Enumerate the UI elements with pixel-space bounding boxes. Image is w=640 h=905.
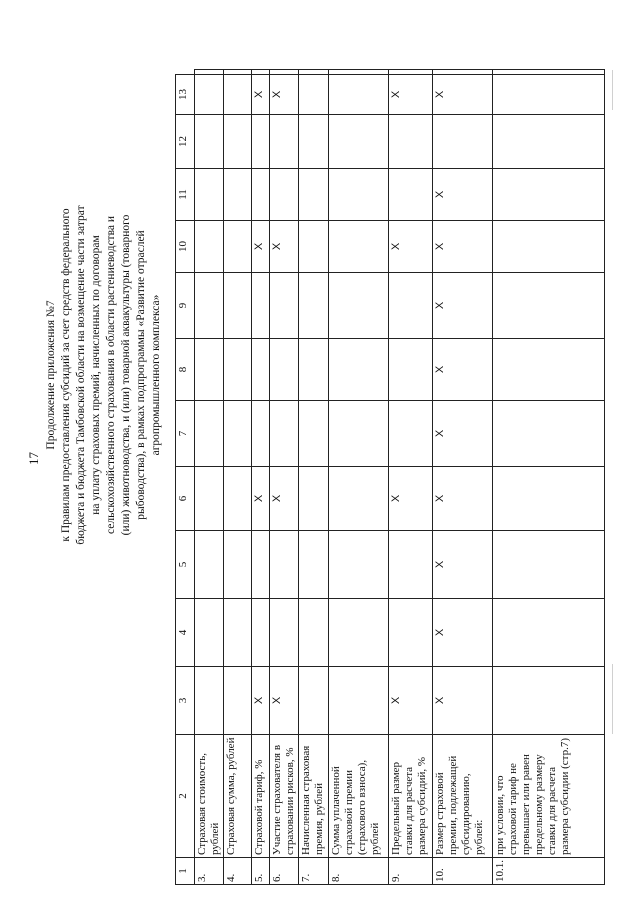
table-row xyxy=(389,70,433,885)
table-cell xyxy=(329,667,389,735)
table-row xyxy=(252,70,270,885)
table-cell xyxy=(252,70,270,75)
table-cell xyxy=(389,339,433,401)
table-cell: X xyxy=(433,221,493,273)
table-cell xyxy=(195,467,224,531)
row-number: 10. xyxy=(433,858,493,885)
table-cell xyxy=(493,221,605,273)
table-cell xyxy=(299,339,329,401)
column-number: 12 xyxy=(176,115,195,169)
table-cell xyxy=(493,667,605,735)
table-cell xyxy=(299,531,329,599)
row-label: Страховая стоимость, рублей xyxy=(195,735,224,858)
table-cell xyxy=(299,401,329,467)
table-cell xyxy=(252,169,270,221)
table-cell xyxy=(493,273,605,339)
row-number: 10.1. xyxy=(493,858,605,885)
table-cell xyxy=(195,70,224,75)
table-cell xyxy=(389,531,433,599)
table-cell xyxy=(493,401,605,467)
row-label: Размер страховой премии, подлежащей субсидированию, рублей: xyxy=(433,735,493,858)
table-cell xyxy=(270,339,299,401)
row-number: 5. xyxy=(252,858,270,885)
table-cell xyxy=(299,70,329,75)
table-cell: X xyxy=(389,467,433,531)
table-cell: X xyxy=(433,169,493,221)
table-row xyxy=(270,70,299,885)
table-cell xyxy=(224,339,252,401)
table-cell: X xyxy=(433,467,493,531)
table-cell xyxy=(433,115,493,169)
table-cell xyxy=(252,339,270,401)
row-label: Участие страхователя в страховании рисков, % xyxy=(270,735,299,858)
table-cell xyxy=(195,221,224,273)
row-number: 4. xyxy=(224,858,252,885)
subsidy-table xyxy=(175,69,605,885)
table-cell xyxy=(224,667,252,735)
table-cell xyxy=(329,599,389,667)
table-cell xyxy=(195,667,224,735)
row-label: при условии, что страховой тариф не превышает или равен предельному размеру ставки для расчета размера субсидии (стр.7) xyxy=(493,735,605,858)
table-cell xyxy=(270,70,299,75)
table-cell xyxy=(270,531,299,599)
table-cell xyxy=(195,401,224,467)
table-cell xyxy=(224,273,252,339)
table-cell xyxy=(195,115,224,169)
header-line: бюджета и бюджета Тамбовской области на возмещение части затрат xyxy=(75,205,87,545)
row-number: 9. xyxy=(389,858,433,885)
table-cell xyxy=(389,169,433,221)
table-cell: X xyxy=(389,667,433,735)
row-label: Начисленная страховая премия, рублей xyxy=(299,735,329,858)
table-cell xyxy=(195,599,224,667)
table-cell xyxy=(389,70,433,75)
table-cell: X xyxy=(252,75,270,115)
table-cell xyxy=(493,531,605,599)
row-number: 8. xyxy=(329,858,389,885)
column-number: 5 xyxy=(176,531,195,599)
table-cell xyxy=(299,667,329,735)
table-cell xyxy=(299,273,329,339)
table-cell: X xyxy=(433,531,493,599)
table-cell: X xyxy=(433,273,493,339)
row-number: 7. xyxy=(299,858,329,885)
header-line: к Правилам предоставления субсидий за счет средств федерального xyxy=(60,208,72,542)
table-cell xyxy=(493,467,605,531)
table-cell xyxy=(224,70,252,75)
table-cell xyxy=(493,599,605,667)
table-cell xyxy=(224,599,252,667)
table-cell xyxy=(224,221,252,273)
header-line: Продолжение приложения №7 xyxy=(45,300,57,450)
table-cell xyxy=(389,401,433,467)
table-cell xyxy=(270,169,299,221)
table-cell xyxy=(329,221,389,273)
column-number: 10 xyxy=(176,221,195,273)
table-cell: X xyxy=(433,75,493,115)
table-cell xyxy=(299,221,329,273)
table-cell xyxy=(329,467,389,531)
header-line: сельскохозяйственного страхования в области растениеводства и xyxy=(105,216,117,534)
table-cell: X xyxy=(433,339,493,401)
table-cell xyxy=(329,273,389,339)
table-cell: X xyxy=(252,221,270,273)
row-label: Страховая сумма, рублей xyxy=(224,735,252,858)
column-number-row xyxy=(176,70,195,885)
table-cell xyxy=(270,401,299,467)
table-cell xyxy=(389,115,433,169)
table-cell xyxy=(195,273,224,339)
page-number: 17 xyxy=(26,452,41,465)
table-cell: X xyxy=(252,667,270,735)
scan-artifact xyxy=(612,664,613,734)
table-cell xyxy=(493,115,605,169)
header-line: рыбоводства), в рамках подпрограммы «Развитие отраслей xyxy=(135,230,147,520)
table-cell xyxy=(195,339,224,401)
table-cell xyxy=(493,339,605,401)
row-label: Сумма уплаченной страховой премии (страхового взноса), рублей xyxy=(329,735,389,858)
table-cell: X xyxy=(270,221,299,273)
table-cell: X xyxy=(433,667,493,735)
table-cell xyxy=(299,75,329,115)
table-cell xyxy=(433,70,493,75)
table-cell xyxy=(224,531,252,599)
appendix-header xyxy=(44,175,164,575)
table-cell xyxy=(252,273,270,339)
column-number: 9 xyxy=(176,273,195,339)
table-cell xyxy=(252,599,270,667)
table-row xyxy=(493,70,605,885)
column-number: 13 xyxy=(176,75,195,115)
table-cell xyxy=(224,75,252,115)
table-cell: X xyxy=(389,221,433,273)
column-number: 2 xyxy=(176,735,195,858)
row-label: Предельный размер ставки для расчета размера субсидий, % xyxy=(389,735,433,858)
table-cell xyxy=(389,273,433,339)
table-row xyxy=(195,70,224,885)
table-cell xyxy=(252,401,270,467)
table-cell xyxy=(252,531,270,599)
header-line: агропромышленного комплекса» xyxy=(150,294,162,456)
table-cell xyxy=(493,70,605,75)
table-row xyxy=(224,70,252,885)
table-cell xyxy=(270,115,299,169)
table-cell xyxy=(329,401,389,467)
column-number: 7 xyxy=(176,401,195,467)
table-cell xyxy=(329,70,389,75)
table-cell: X xyxy=(270,667,299,735)
table-cell xyxy=(299,599,329,667)
table-row xyxy=(329,70,389,885)
column-number: 4 xyxy=(176,599,195,667)
table-cell xyxy=(195,75,224,115)
table-cell xyxy=(329,115,389,169)
table-cell xyxy=(224,401,252,467)
table-row xyxy=(433,70,493,885)
table-cell xyxy=(329,339,389,401)
table-cell: X xyxy=(270,75,299,115)
table-cell xyxy=(195,169,224,221)
column-number: 1 xyxy=(176,858,195,885)
column-number: 3 xyxy=(176,667,195,735)
column-number: 8 xyxy=(176,339,195,401)
table-cell xyxy=(329,75,389,115)
table-row xyxy=(299,70,329,885)
table-cell xyxy=(329,531,389,599)
column-number: 6 xyxy=(176,467,195,531)
table-cell: X xyxy=(433,401,493,467)
header-line: на уплату страховых премий, начисленных по договорам xyxy=(90,235,102,515)
table-cell xyxy=(389,599,433,667)
table-cell: X xyxy=(433,599,493,667)
table-cell xyxy=(252,115,270,169)
header-line: (или) животноводства, и (или) товарной аквакультуры (товарного xyxy=(120,214,132,536)
row-label: Страховой тариф, % xyxy=(252,735,270,858)
scan-artifact xyxy=(612,70,613,110)
table-cell: X xyxy=(389,75,433,115)
column-number: 11 xyxy=(176,169,195,221)
table-cell: X xyxy=(252,467,270,531)
table-cell xyxy=(270,273,299,339)
table-cell xyxy=(224,115,252,169)
table-cell xyxy=(224,467,252,531)
table-cell xyxy=(299,115,329,169)
table-cell xyxy=(493,75,605,115)
table-cell xyxy=(493,169,605,221)
table-cell xyxy=(329,169,389,221)
table-cell xyxy=(299,169,329,221)
table-cell xyxy=(195,531,224,599)
table-cell xyxy=(299,467,329,531)
row-number: 3. xyxy=(195,858,224,885)
table-cell: X xyxy=(270,467,299,531)
row-number: 6. xyxy=(270,858,299,885)
table-cell xyxy=(270,599,299,667)
table-cell xyxy=(224,169,252,221)
